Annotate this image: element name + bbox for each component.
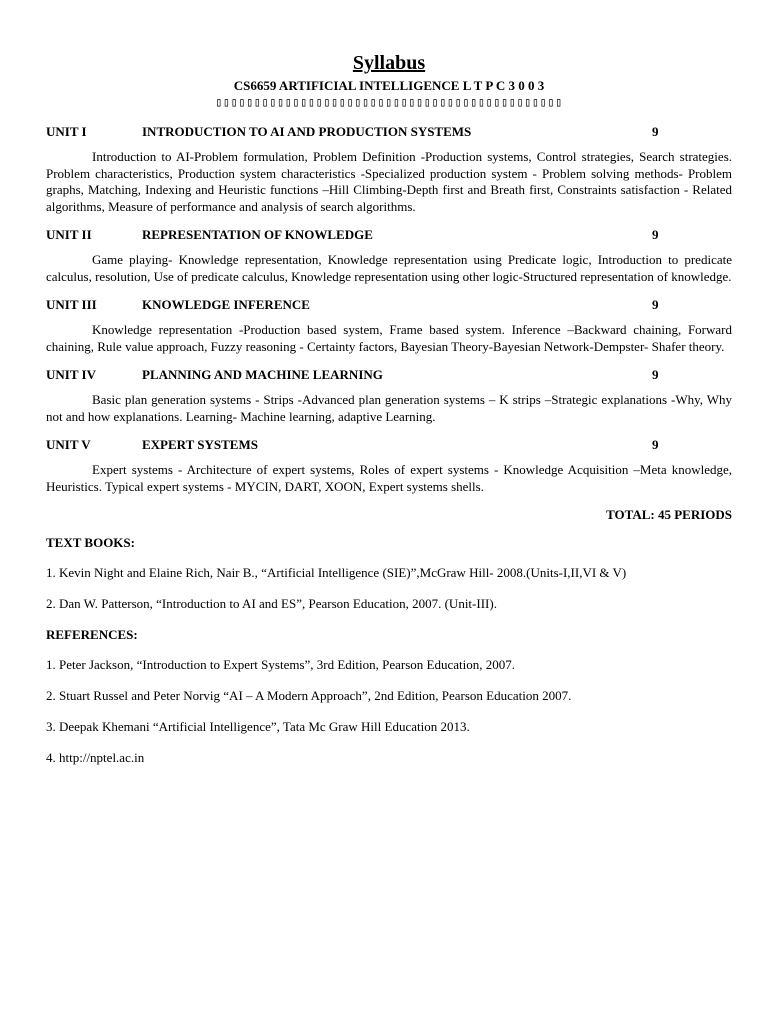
unit-title: PLANNING AND MACHINE LEARNING <box>142 367 383 382</box>
references-heading: REFERENCES: <box>46 627 138 642</box>
unit-title: KNOWLEDGE INFERENCE <box>142 297 310 312</box>
unit-number: UNIT I <box>46 124 87 139</box>
unit-hours: 9 <box>652 367 659 382</box>
reference-item: 1. Peter Jackson, “Introduction to Expert Systems”, 3rd Edition, Pearson Education, 2007. <box>46 657 515 672</box>
unit-number: UNIT II <box>46 227 92 242</box>
text-book-item: 2. Dan W. Patterson, “Introduction to AI and ES”, Pearson Education, 2007. (Unit-III). <box>46 596 497 611</box>
reference-item: 2. Stuart Russel and Peter Norvig “AI – A Modern Approach”, 2nd Edition, Pearson Education 2007. <box>46 688 572 703</box>
unit-heading <box>46 367 732 383</box>
unit-hours: 9 <box>652 297 659 312</box>
unit-title: INTRODUCTION TO AI AND PRODUCTION SYSTEMS <box>142 124 472 139</box>
unit-hours: 9 <box>652 437 659 452</box>
unit-number: UNIT III <box>46 297 97 312</box>
page-title: Syllabus <box>352 52 426 74</box>
unit-heading <box>46 437 732 453</box>
unit-hours: 9 <box>652 124 659 139</box>
unit-number: UNIT IV <box>46 367 96 382</box>
unit-description: Basic plan generation systems - Strips -Advanced plan generation systems – K strips –Strategic explanations -Why, Why not and how explanations. Learning- Machine learning, adaptive Learning. <box>46 392 732 424</box>
unit-heading <box>46 297 732 313</box>
course-code-line: CS6659 ARTIFICIAL INTELLIGENCE L T P C 3 0 0 3 <box>233 78 545 93</box>
reference-link[interactable]: 4. http://nptel.ac.in <box>46 750 145 765</box>
unit-heading <box>46 227 732 243</box>
unit-number: UNIT V <box>46 437 91 452</box>
unit-hours: 9 <box>652 227 659 242</box>
total-periods: TOTAL: 45 PERIODS <box>606 507 732 522</box>
unit-heading <box>46 124 732 140</box>
unit-title: REPRESENTATION OF KNOWLEDGE <box>142 227 373 242</box>
unit-description: Introduction to AI-Problem formulation, Problem Definition -Production systems, Control strategies, Search strategies. Problem characteristics, Production system characteristics -Specialized production system - Problem solving methods- Problem graphs, Matching, Indexing and Heuristic functions –Hill Climbing-Depth first and Breath first, Constraints satisfaction - Related algorithms, Measure of performance and analysis of search algorithms. <box>46 149 732 214</box>
placeholder-glyph-row: ▯▯▯▯▯▯▯▯▯▯▯▯▯▯▯▯▯▯▯▯▯▯▯▯▯▯▯▯▯▯▯▯▯▯▯▯▯▯▯▯▯▯▯▯▯ <box>215 95 563 109</box>
unit-description: Game playing- Knowledge representation, Knowledge representation using Predicate logic, Introduction to predicate calculus, resolution, Use of predicate calculus, Knowledge representation using other logic-Structured representation of knowledge. <box>46 252 732 284</box>
unit-description: Expert systems - Architecture of expert systems, Roles of expert systems - Knowledge Acquisition –Meta knowledge, Heuristics. Typical expert systems - MYCIN, DART, XOON, Expert systems shells. <box>46 462 732 494</box>
unit-title: EXPERT SYSTEMS <box>142 437 258 452</box>
reference-item: 3. Deepak Khemani “Artificial Intelligence”, Tata Mc Graw Hill Education 2013. <box>46 719 470 734</box>
unit-description: Knowledge representation -Production based system, Frame based system. Inference –Backward chaining, Forward chaining, Rule value approach, Fuzzy reasoning - Certainty factors, Bayesian Theory-Bayesian Network-Dempster- Shafer theory. <box>46 322 732 354</box>
text-books-heading: TEXT BOOKS: <box>46 535 135 550</box>
syllabus-page <box>46 52 732 781</box>
text-book-item: 1. Kevin Night and Elaine Rich, Nair B., “Artificial Intelligence (SIE)”,McGraw Hill- 2008.(Units-I,II,VI & V) <box>46 565 627 580</box>
